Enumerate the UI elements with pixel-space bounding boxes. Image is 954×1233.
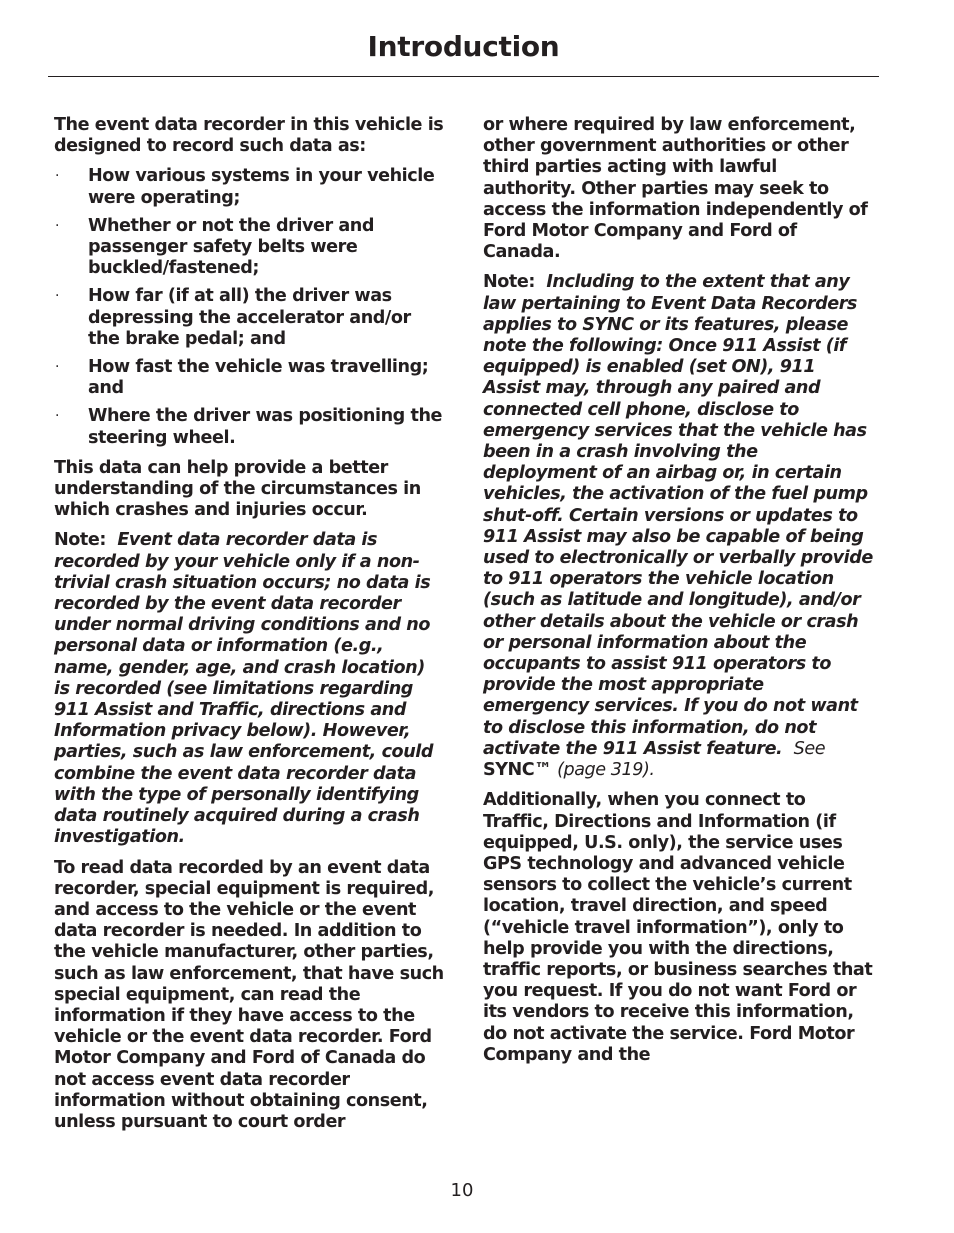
bullet-marker: ·	[55, 217, 60, 234]
continued-paragraph: or where required by law enforcement, other government authorities or other third parties acting with lawful authority. Other parties may seek to access the information independently of Ford Motor Company and Ford of Canada.	[483, 115, 868, 263]
additionally-paragraph: Additionally, when you connect to Traffic, Directions and Information (if equipped, U.S. only), the service uses GPS technology and advanced vehicle sensors to collect the vehicle’s current location, travel direction, and speed (“vehicle travel information”), only to help provide you with the directions, traffic reports, or business searches that you request. If you do not want Ford or its vendors to receive this information, do not activate the service. Ford Motor Company and the	[483, 790, 873, 1065]
note-sync-911-assist	[483, 272, 875, 781]
bullet-marker: ·	[55, 288, 60, 305]
list-item	[54, 357, 446, 399]
note-text: Including to the extent that any law pertaining to Event Data Recorders applies to SYNC or its features, please note the following: Once 911 Assist (if equipped) is enabled (set ON), 911 Assist may, through any paired and connected cell phone, disclose to emergency services that the vehicle has been in a crash involving the deployment of an airbag or, in certain vehicles, the activation of the fuel pump shut-off. Certain versions or updates to 911 Assist may also be capable of being used to electronically or verbally provide to 911 operators the vehicle location (such as latitude and longitude), and/or other details about the vehicle or crash or personal information about the occupants to assist 911 operators to provide the most appropriate emergency services. If you do not want to disclose this information, do not activate the 911 Assist feature.	[483, 272, 873, 759]
right-column	[483, 115, 875, 1075]
page-number: 10	[450, 1180, 474, 1201]
recorded-data-list	[54, 166, 446, 448]
left-column	[54, 115, 446, 1142]
list-item-text: How far (if at all) the driver was depressing the accelerator and/or the brake pedal; and	[88, 286, 411, 349]
list-item-text: Whether or not the driver and passenger safety belts were buckled/fastened;	[88, 215, 375, 279]
understanding-paragraph: This data can help provide a better understanding of the circumstances in which crashes and injuries occur.	[54, 457, 421, 521]
list-item	[54, 286, 446, 350]
intro-paragraph: The event data recorder in this vehicle is designed to record such data as:	[54, 115, 444, 157]
list-item	[54, 216, 446, 280]
note-label: Note:	[54, 530, 106, 551]
note-label: Note:	[483, 272, 535, 293]
page-reference: (page 319).	[557, 760, 655, 781]
see-label: See	[793, 738, 826, 759]
page-title: Introduction	[367, 30, 560, 63]
list-item-text: Where the driver was positioning the steering wheel.	[88, 406, 442, 448]
list-item-text: How various systems in your vehicle were operating;	[88, 166, 435, 208]
bullet-marker: ·	[55, 408, 60, 425]
note-text: Event data recorder data is recorded by your vehicle only if a non-trivial crash situation occurs; no data is recorded by the event data recorder under normal driving conditions and no personal data or information (e.g., name, gender, age, and crash location) is recorded (see limitations regarding 911 Assist and Traffic, directions and Information privacy below). However, parties, such as law enforcement, could combine the event data recorder data with the type of personally identifying data routinely acquired during a crash investigation.	[54, 530, 433, 848]
sync-page-link[interactable]: SYNC™	[483, 760, 552, 781]
bullet-marker: ·	[55, 359, 60, 376]
bullet-marker: ·	[55, 168, 60, 185]
list-item	[54, 406, 446, 448]
reading-data-paragraph: To read data recorded by an event data recorder, special equipment is required, and access to the vehicle or the event data recorder is needed. In addition to the vehicle manufacturer, other parties, such as law enforcement, that have such special equipment, can read the information if they have access to the vehicle or the event data recorder. Ford Motor Company and Ford of Canada do not access event data recorder information without obtaining consent, unless pursuant to court order	[54, 857, 444, 1132]
list-item	[54, 166, 446, 208]
list-item-text: How fast the vehicle was travelling; and	[88, 357, 429, 399]
page-header	[48, 28, 879, 77]
note-event-data	[54, 530, 446, 848]
